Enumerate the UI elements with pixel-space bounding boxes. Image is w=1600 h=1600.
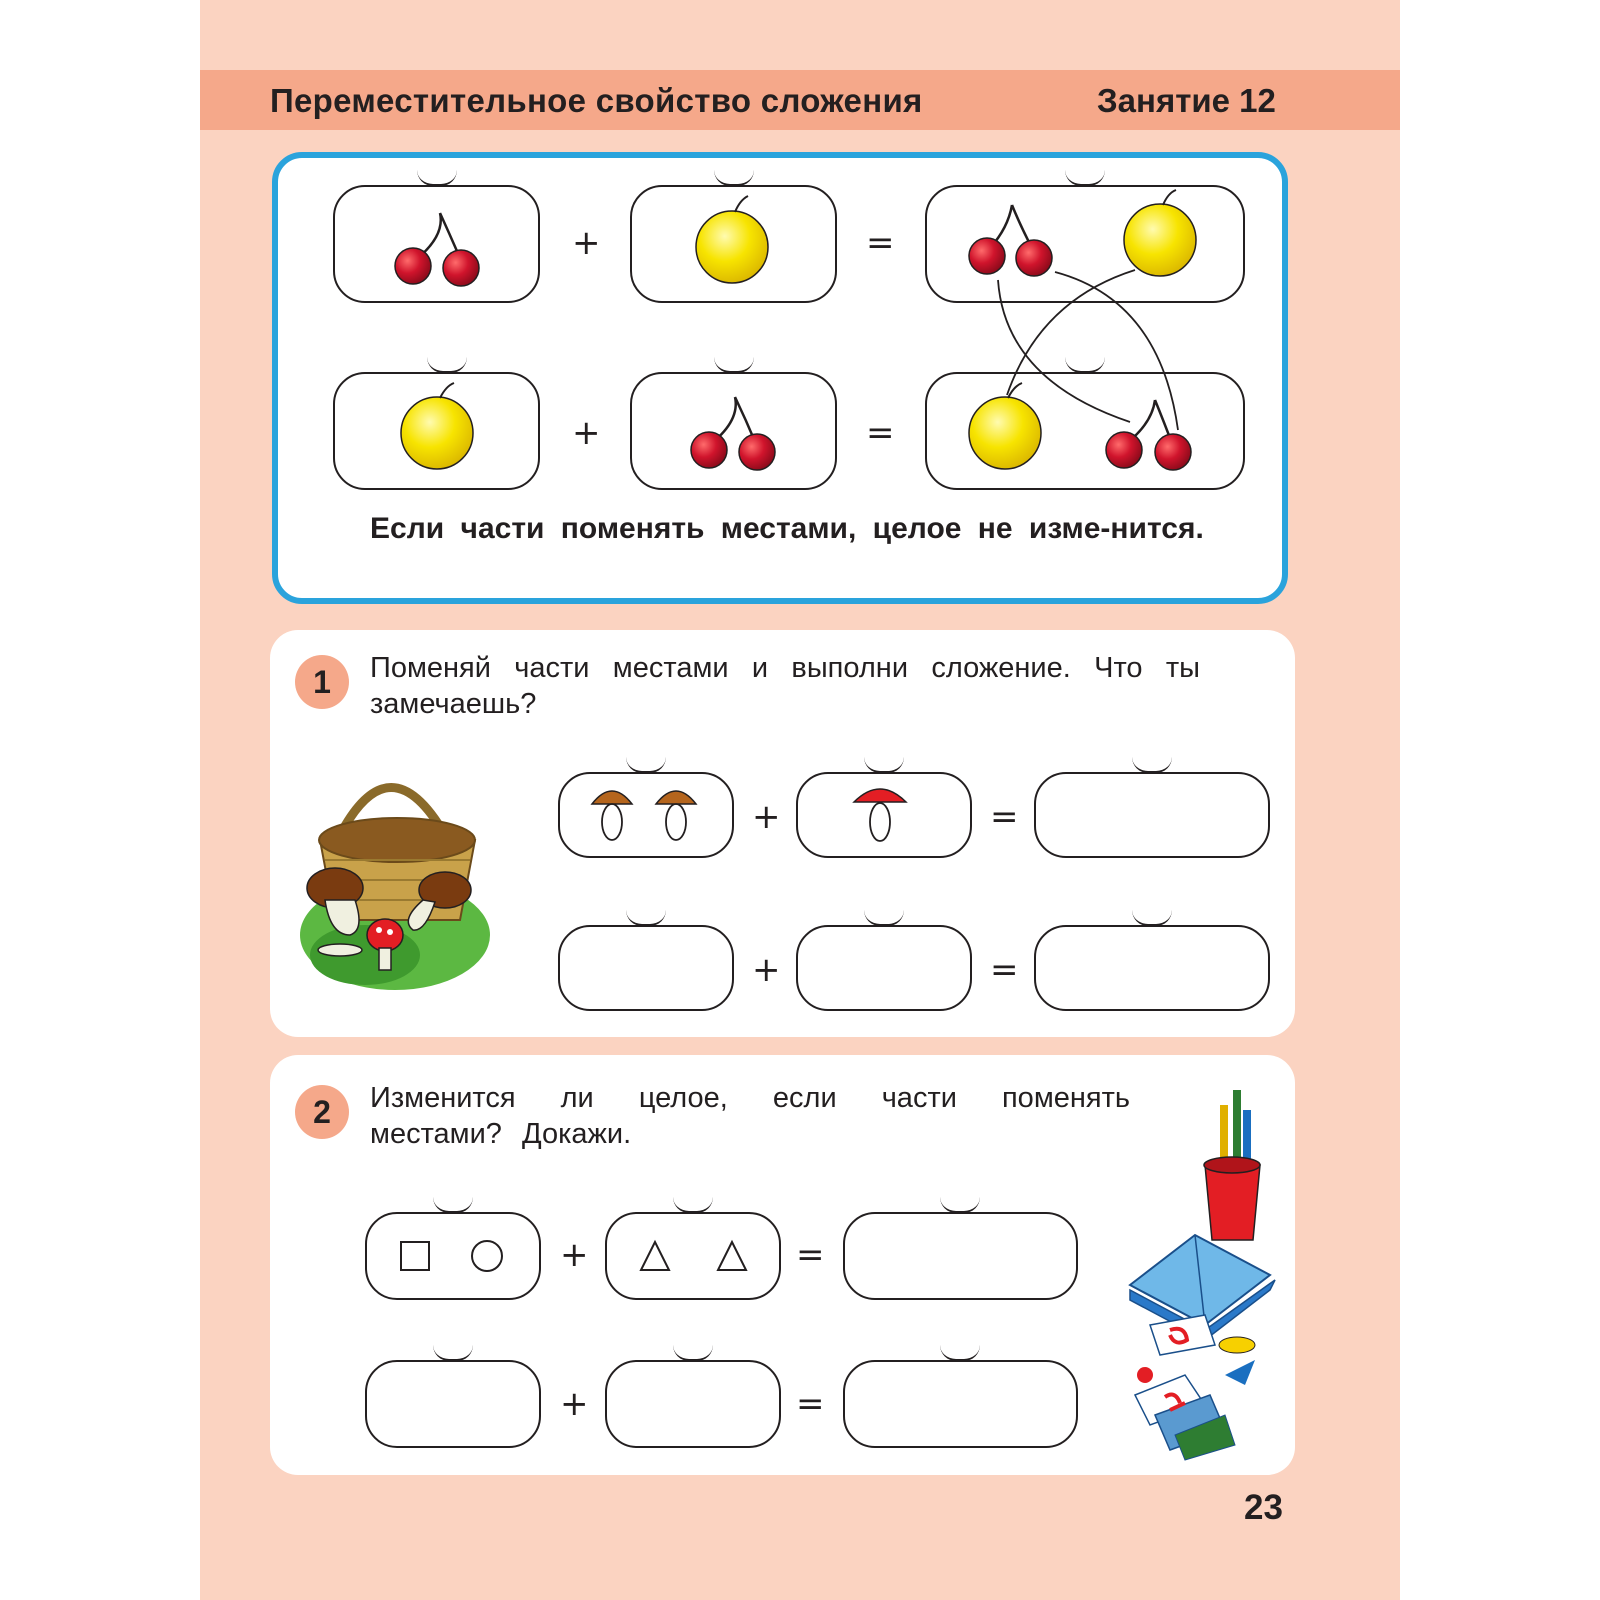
basket-illustration (295, 760, 495, 1000)
task2-text: Изменится ли целое, если части поменять местами? Докажи. (370, 1082, 1130, 1150)
plus-sign: + (572, 223, 601, 263)
mushroom-icons (558, 772, 734, 858)
task1-answer-part-2[interactable] (796, 925, 972, 1011)
task1-answer-whole-2[interactable] (1034, 925, 1270, 1011)
circle-icon (472, 1241, 502, 1271)
task1-text: Поменяй части местами и выполни сложение. Что ты замечаешь? (370, 652, 1200, 720)
plus-sign: + (752, 950, 781, 990)
triangle-icon (718, 1242, 746, 1270)
plus-sign: + (560, 1235, 589, 1275)
apple-icon (1124, 190, 1196, 276)
plus-sign: + (752, 797, 781, 837)
task2-answer-whole-1[interactable] (843, 1212, 1078, 1300)
triangle-icon (641, 1242, 669, 1270)
rule-text: Если части поменять местами, целое не изме-нится. (370, 512, 1204, 545)
apple-icon (696, 196, 768, 283)
page-number: 23 (1244, 1488, 1283, 1527)
task2-answer-whole-2[interactable] (843, 1360, 1078, 1448)
shape-icons (605, 1212, 781, 1300)
task2-answer-part-1[interactable] (365, 1360, 541, 1448)
plus-sign: + (572, 413, 601, 453)
lesson-label: Занятие 12 (1097, 82, 1276, 119)
task2-number-badge: 2 (295, 1085, 349, 1139)
task2-answer-part-2[interactable] (605, 1360, 781, 1448)
school-supplies-illustration (1125, 1085, 1285, 1465)
cherry-icon (969, 205, 1052, 276)
equals-sign: = (990, 950, 1019, 990)
equals-sign: = (796, 1384, 825, 1424)
brown-mushroom-icon (656, 791, 696, 840)
page-title: Переместительное свойство сложения (270, 82, 923, 119)
task1-number-badge: 1 (295, 655, 349, 709)
apple-icon (401, 383, 473, 469)
equals-sign: = (866, 413, 895, 453)
cherry-icon (691, 397, 775, 470)
square-icon (401, 1242, 429, 1270)
equals-sign: = (796, 1235, 825, 1275)
cherry-icon (395, 213, 479, 286)
mushroom-icons (796, 772, 972, 858)
plus-sign: + (560, 1384, 589, 1424)
shape-icons (365, 1212, 541, 1300)
brown-mushroom-icon (592, 791, 632, 840)
apple-icon (969, 383, 1041, 469)
equals-sign: = (866, 223, 895, 263)
task1-answer-part-1[interactable] (558, 925, 734, 1011)
cherry-icon (1106, 400, 1191, 470)
equals-sign: = (990, 797, 1019, 837)
red-mushroom-icon (854, 789, 906, 841)
task1-answer-whole-1[interactable] (1034, 772, 1270, 858)
